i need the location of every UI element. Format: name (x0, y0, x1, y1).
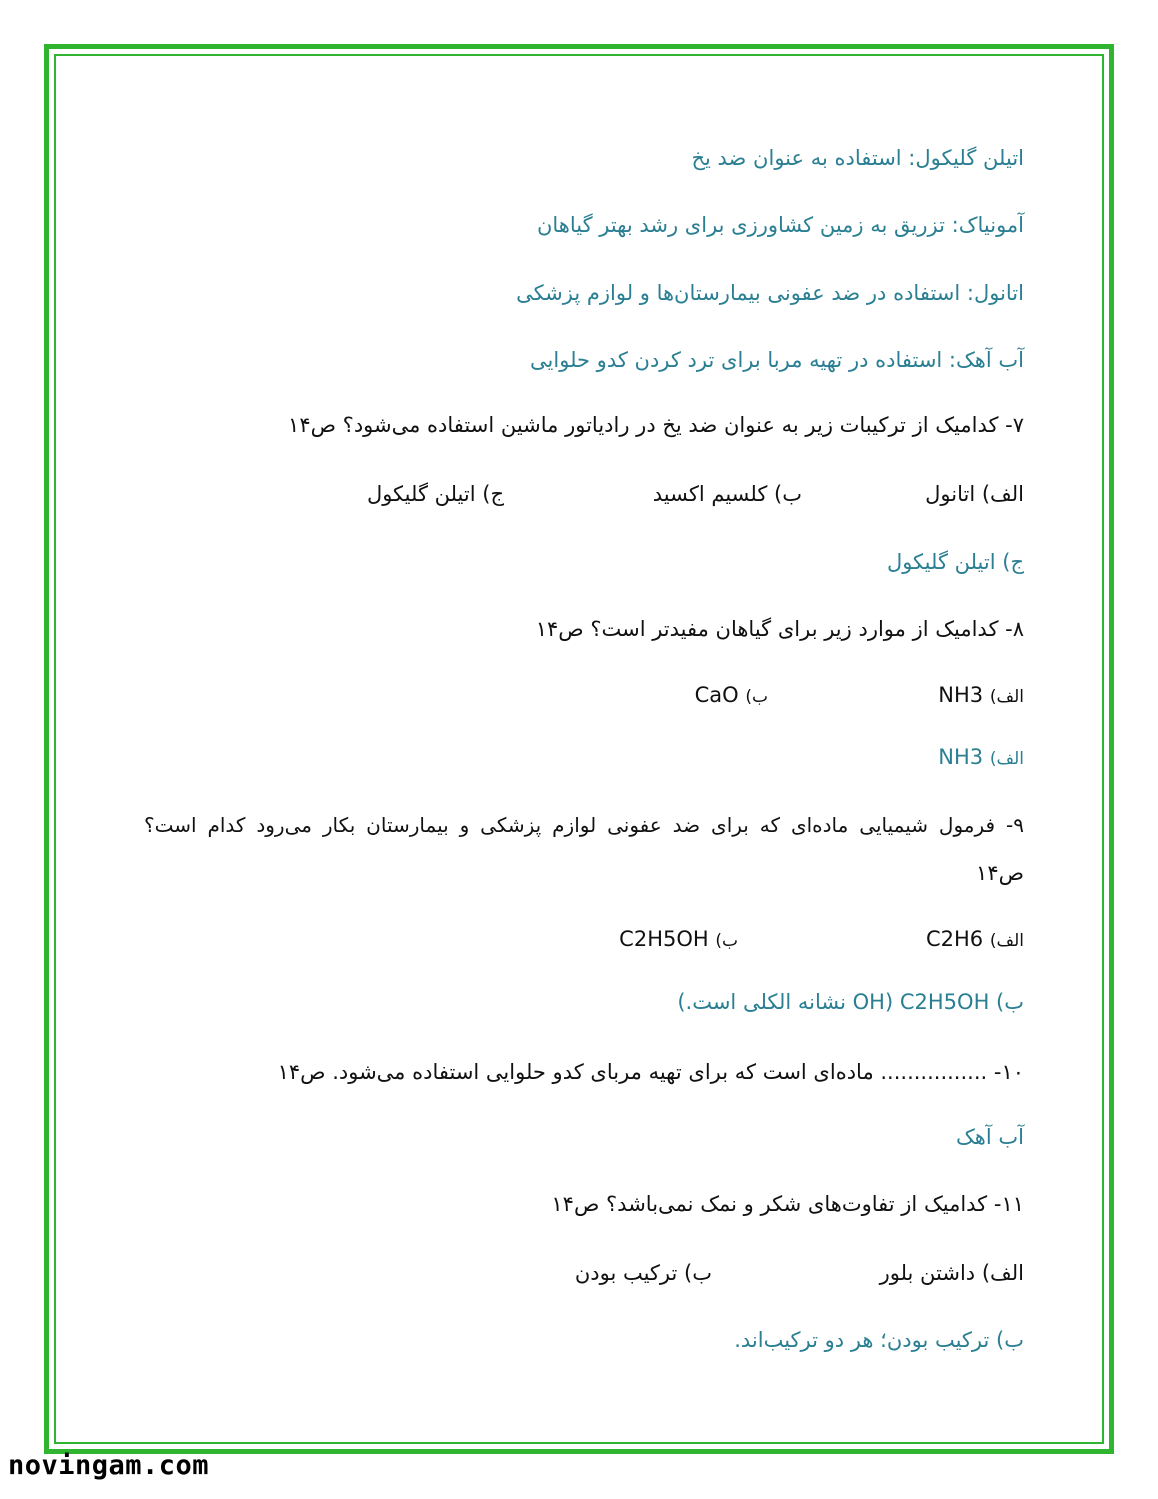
question-8: ۸- کدامیک از موارد زیر برای گیاهان مفیدتر است؟ ص۱۴ (535, 617, 1024, 641)
q8-answer-prefix: الف) (989, 749, 1024, 769)
q8-option-b-value: CaO (694, 683, 739, 707)
q7-option-a: الف) اتانول (925, 482, 1024, 506)
q8-option-a (938, 680, 1024, 712)
question-9-line2: ص۱۴ (976, 861, 1024, 885)
answer-ethylene-glycol: اتیلن گلیکول: استفاده به عنوان ضد یخ (691, 146, 1024, 170)
q8-option-a-value: NH3 (938, 683, 984, 707)
q10-answer: آب آهک (956, 1125, 1024, 1149)
q8-option-b-prefix: ب) (745, 687, 768, 707)
q9-option-a-value: C2H6 (925, 927, 984, 951)
question-9-line1: ۹- فرمول شیمیایی ماده‌ای که برای ضد عفونی لوازم پزشکی و بیمارستان بکار می‌رود کدام است؟ (144, 813, 1024, 837)
q11-answer: ب) ترکیب بودن؛ هر دو ترکیب‌اند. (734, 1328, 1024, 1352)
question-7: ۷- کدامیک از ترکیبات زیر به عنوان ضد یخ در رادیاتور ماشین استفاده می‌شود؟ ص۱۴ (288, 413, 1024, 437)
q11-option-a: الف) داشتن بلور (879, 1261, 1024, 1285)
brand-watermark: novingam.com (8, 1450, 210, 1481)
q9-option-a-prefix: الف) (989, 931, 1024, 951)
answer-ethanol: اتانول: استفاده در ضد عفونی بیمارستان‌ها و لوازم پزشکی (516, 281, 1024, 305)
q7-option-c: ج) اتیلن گلیکول (366, 482, 504, 506)
answer-limewater: آب آهک: استفاده در تهیه مربا برای ترد کردن کدو حلوایی (530, 348, 1024, 372)
question-11: ۱۱- کدامیک از تفاوت‌های شکر و نمک نمی‌باشد؟ ص۱۴ (551, 1192, 1024, 1216)
q7-answer: ج) اتیلن گلیکول (886, 550, 1024, 574)
q9-answer: ب) C2H5OH (OH نشانه الکلی است.) (677, 990, 1024, 1014)
q11-option-b: ب) ترکیب بودن (574, 1261, 712, 1285)
answer-ammonia: آمونیاک: تزریق به زمین کشاورزی برای رشد بهتر گیاهان (536, 213, 1024, 237)
question-10: ۱۰- ................ ماده‌ای است که برای تهیه مربای کدو حلوایی استفاده می‌شود. ص۱۴ (277, 1060, 1024, 1084)
q8-answer (938, 742, 1024, 774)
q9-option-b-prefix: ب) (715, 931, 738, 951)
q8-option-b (695, 680, 768, 712)
q7-option-b: ب) کلسیم اکسید (652, 482, 802, 506)
q9-option-b (619, 924, 738, 956)
q8-answer-value: NH3 (938, 745, 984, 769)
q8-option-a-prefix: الف) (989, 687, 1024, 707)
q9-option-a (926, 924, 1024, 956)
q9-option-b-value: C2H5OH (619, 927, 709, 951)
